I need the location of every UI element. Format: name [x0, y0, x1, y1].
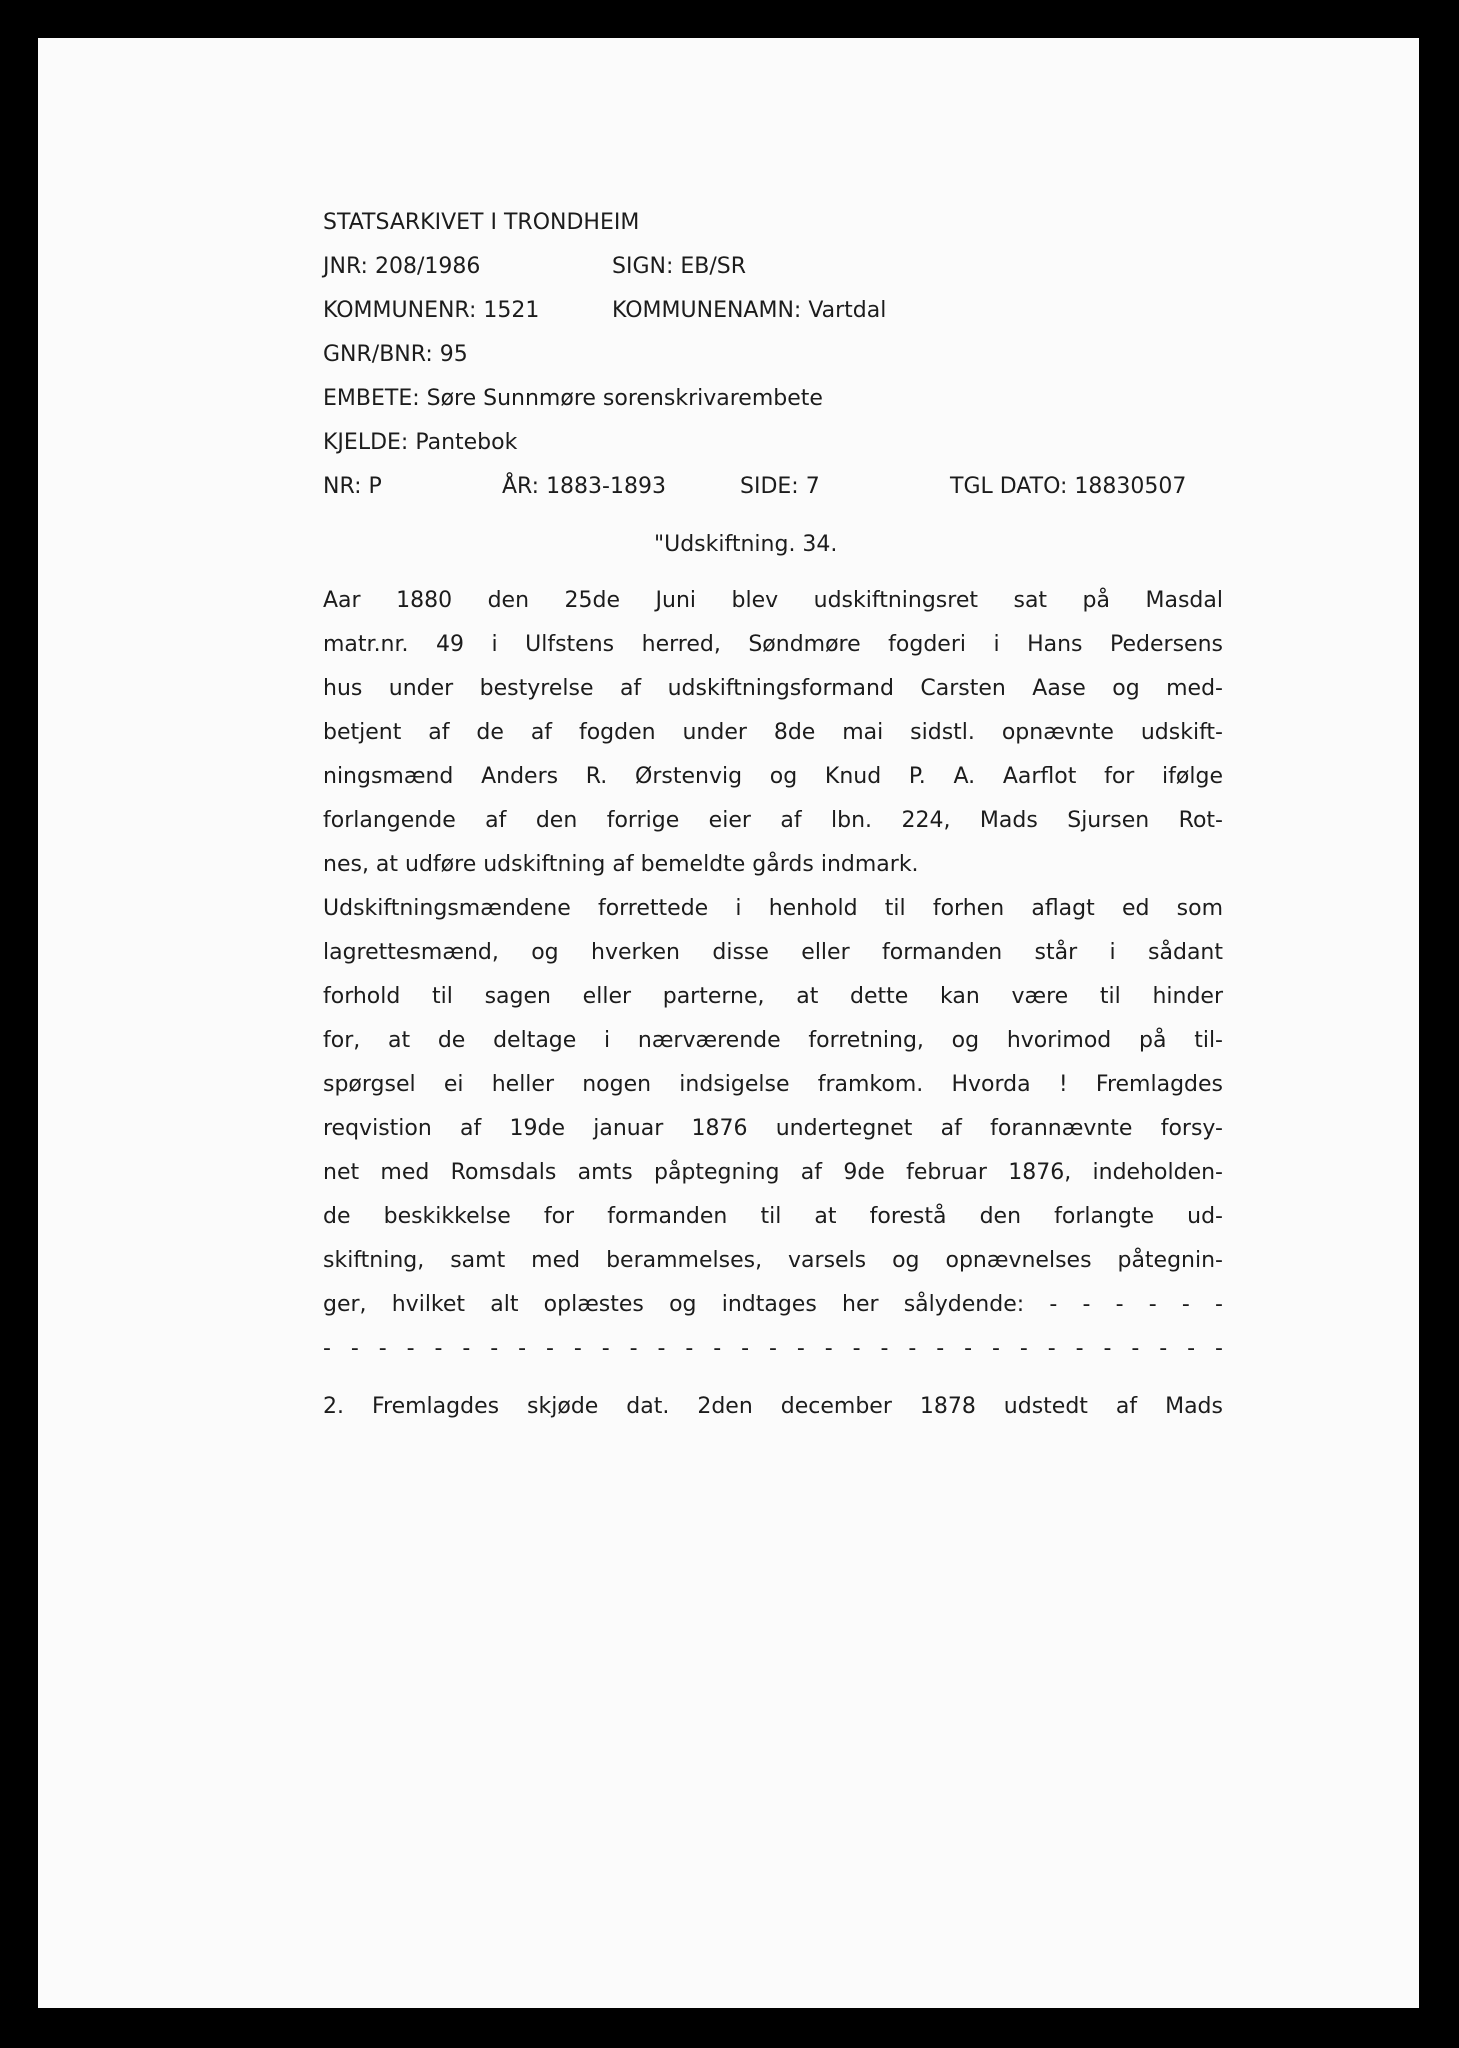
text-line: ningsmænd Anders R. Ørstenvig og Knud P. A. Aarflot for ifølge: [323, 764, 1223, 789]
kommunenr-field: KOMMUNENR: 1521: [323, 298, 540, 323]
text-line: forlangende af den forrige eier af lbn. 224, Mads Sjursen Rot-: [323, 808, 1223, 833]
nr-field: NR: P: [323, 474, 382, 499]
text-line: ger, hvilket alt oplæstes og indtages her sålydende: - - - - - -: [323, 1292, 1223, 1317]
text-line: Aar 1880 den 25de Juni blev udskiftningsret sat på Masdal: [323, 588, 1223, 613]
document-title: "Udskiftning. 34.: [654, 532, 838, 557]
tgl-dato-field: TGL DATO: 18830507: [950, 474, 1187, 499]
text-line: net med Romsdals amts påptegning af 9de februar 1876, indeholden-: [323, 1160, 1223, 1185]
text-line: 2. Fremlagdes skjøde dat. 2den december 1878 udstedt af Mads: [323, 1394, 1223, 1419]
text-line: for, at de deltage i nærværende forretning, og hvorimod på til-: [323, 1028, 1223, 1053]
text-line: skiftning, samt med berammelses, varsels og opnævnelses påtegnin-: [323, 1248, 1223, 1273]
document-page: [38, 38, 1419, 2008]
kjelde-field: KJELDE: Pantebok: [323, 430, 518, 455]
year-range-field: ÅR: 1883-1893: [502, 474, 666, 499]
text-line: Udskiftningsmændene forrettede i henhold til forhen aflagt ed som: [323, 896, 1223, 921]
dash-separator-line: - - - - - - - - - - - - - - - - - - - - - - - - - - - - - - - - -: [323, 1336, 1223, 1361]
text-line: matr.nr. 49 i Ulfstens herred, Søndmøre fogderi i Hans Pedersens: [323, 632, 1223, 657]
sign-field: SIGN: EB/SR: [612, 254, 747, 279]
kommunenamn-field: KOMMUNENAMN: Vartdal: [612, 298, 887, 323]
text-line: hus under bestyrelse af udskiftningsformand Carsten Aase og med-: [323, 676, 1223, 701]
text-line: betjent af de af fogden under 8de mai sidstl. opnævnte udskift-: [323, 720, 1223, 745]
text-line: de beskikkelse for formanden til at forestå den forlangte ud-: [323, 1204, 1223, 1229]
text-line: nes, at udføre udskiftning af bemeldte gårds indmark.: [323, 852, 919, 877]
gnr-bnr-field: GNR/BNR: 95: [323, 342, 468, 367]
text-line: lagrettesmænd, og hverken disse eller formanden står i sådant: [323, 940, 1223, 965]
text-line: spørgsel ei heller nogen indsigelse framkom. Hvorda ! Fremlagdes: [323, 1072, 1223, 1097]
text-line: reqvistion af 19de januar 1876 undertegnet af forannævnte forsy-: [323, 1116, 1223, 1141]
jnr-field: JNR: 208/1986: [323, 254, 481, 279]
archive-name: STATSARKIVET I TRONDHEIM: [323, 210, 640, 235]
side-field: SIDE: 7: [740, 474, 820, 499]
embete-field: EMBETE: Søre Sunnmøre sorenskrivarembete: [323, 386, 823, 411]
text-line: forhold til sagen eller parterne, at dette kan være til hinder: [323, 984, 1223, 1009]
